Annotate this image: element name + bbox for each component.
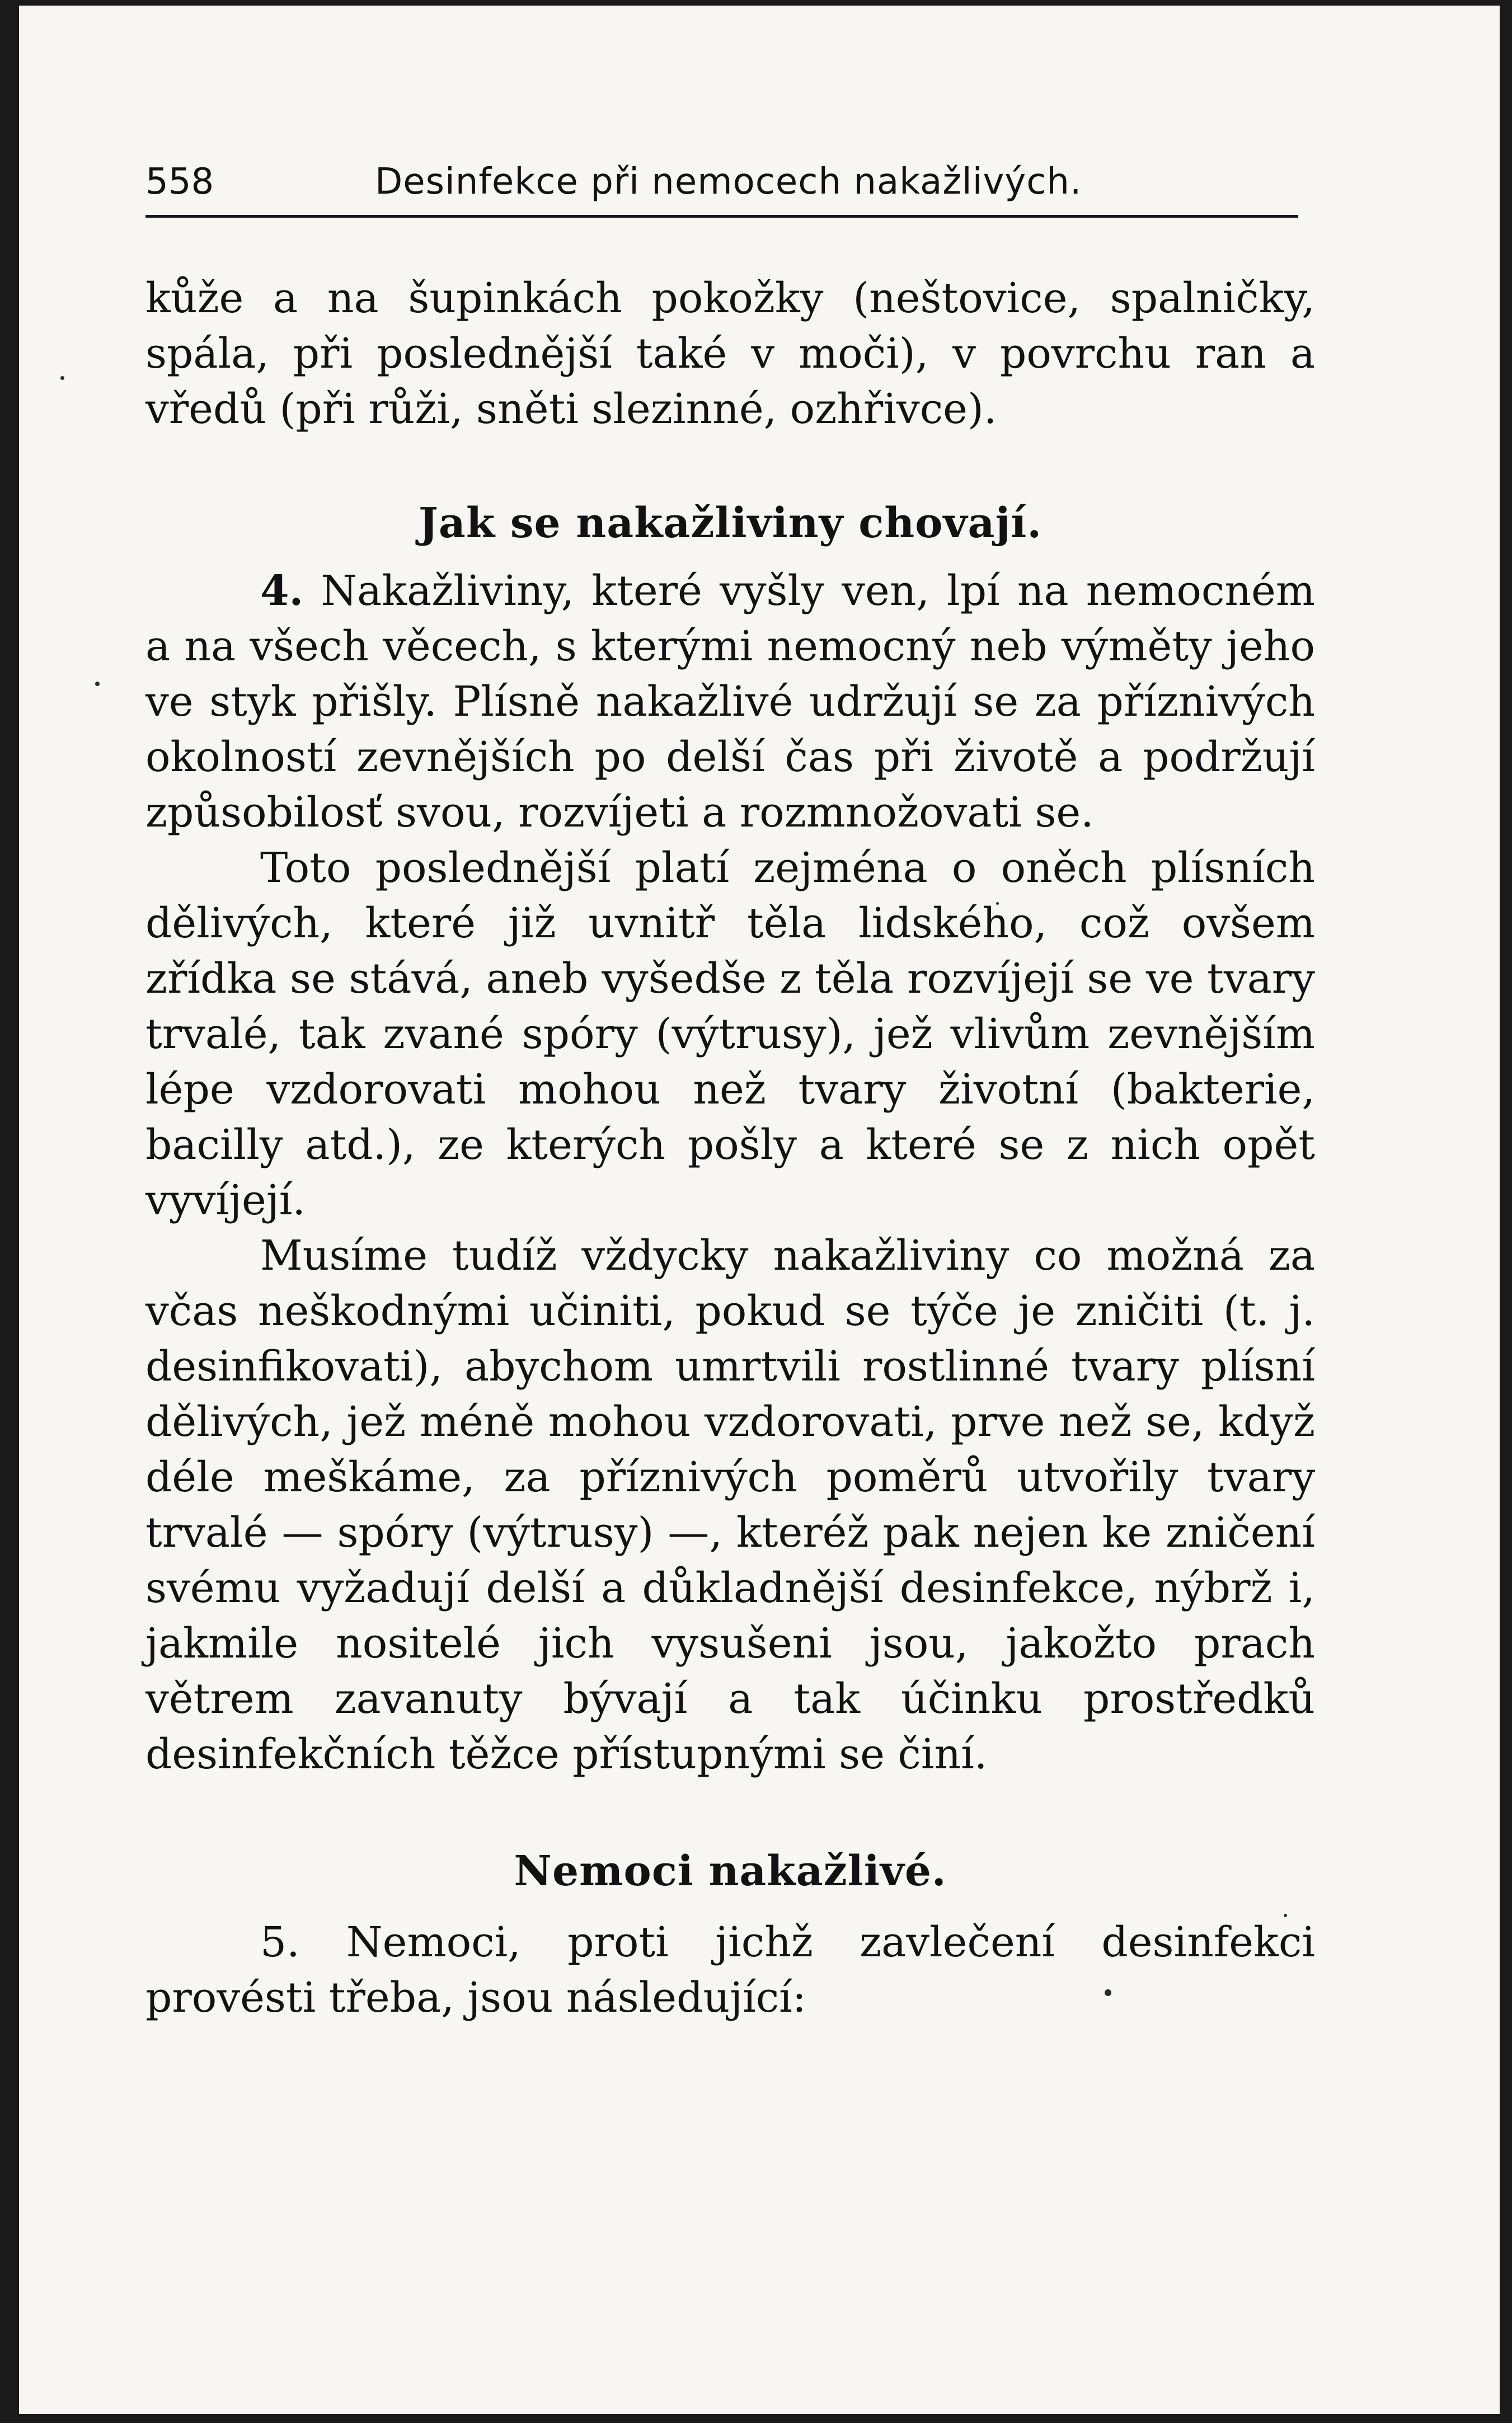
scan-border-left [0, 0, 19, 2423]
paragraph-4-text: Nakažliviny, které vyšly ven, lpí na nemocném a na všech věcech, s kterými nemocný neb výměty jeho ve styk přišly. Plísně nakažlivé udržují se za příznivých okolností zevnějších po delší čas při životě a podržují způsobilosť svou, rozvíjeti a rozmnožovati se. [145, 567, 1315, 837]
scan-border-right [1500, 0, 1512, 2423]
paper-speck [95, 682, 100, 686]
section-heading-behaviour: Jak se nakažliviny chovají. [418, 499, 1043, 547]
page-number: 558 [145, 161, 214, 203]
scan-border-top [0, 0, 1512, 6]
paragraph-number: 4. [260, 567, 304, 615]
paragraph-5 [145, 1915, 1315, 2026]
body-text [145, 271, 1315, 2026]
paragraph-4 [145, 564, 1315, 840]
paper-speck [60, 376, 64, 380]
running-head [145, 151, 1315, 213]
paragraph-continuation: kůže a na šupinkách pokožky (neštovice, spalničky, spála, při poslednější také v moči), v povrchu ran a vředů (při růži, sněti slezinné, ozhřivce). [145, 274, 1315, 433]
paragraph-disinfection: Musíme tudíž vždycky nakažliviny co možná za včas neškodnými učiniti, pokud se týče je zničiti (t. j. desinfikovati), abychom umrtvili rostlinné tvary plísní dělivých, jež méně mohou vzdorovati, prve než se, když déle meškáme, za příznivých poměrů utvořily tvary trvalé — spóry (výtrusy) —, kteréž pak nejen ke zničení svému vyžadují delší a důkladnější desinfekce, nýbrž i, jakmile nositelé jich vysušeni jsou, jakožto prach větrem zavanuty bývají a tak účinku prostředků desinfekčních těžce přístupnými se činí. [145, 1232, 1315, 1778]
paragraph-spores: Toto poslednější platí zejména o oněch plísních dělivých, které již uvnitř těla lidského, což ovšem zřídka se stává, aneb vyšedše z těla rozvíjejí se ve tvary trvalé, tak zvané spóry (výtrusy), jež vlivům zevnějším lépe vzdorovati mohou než tvary životní (bakterie, bacilly atd.), ze kterých pošly a které se z nich opět vyvíjejí. [145, 844, 1315, 1224]
book-page [145, 151, 1315, 2026]
scan-border-bottom [0, 2414, 1512, 2423]
header-rule [145, 215, 1298, 218]
paragraph-number: 5. [260, 1918, 300, 1966]
section-heading-diseases: Nemoci nakažlivé. [514, 1847, 947, 1895]
paragraph-5-text: Nemoci, proti jichž zavlečení desinfekci provésti třeba, jsou následující: [145, 1918, 1315, 2022]
running-title: Desinfekce při nemocech nakažlivých. [375, 161, 1082, 203]
